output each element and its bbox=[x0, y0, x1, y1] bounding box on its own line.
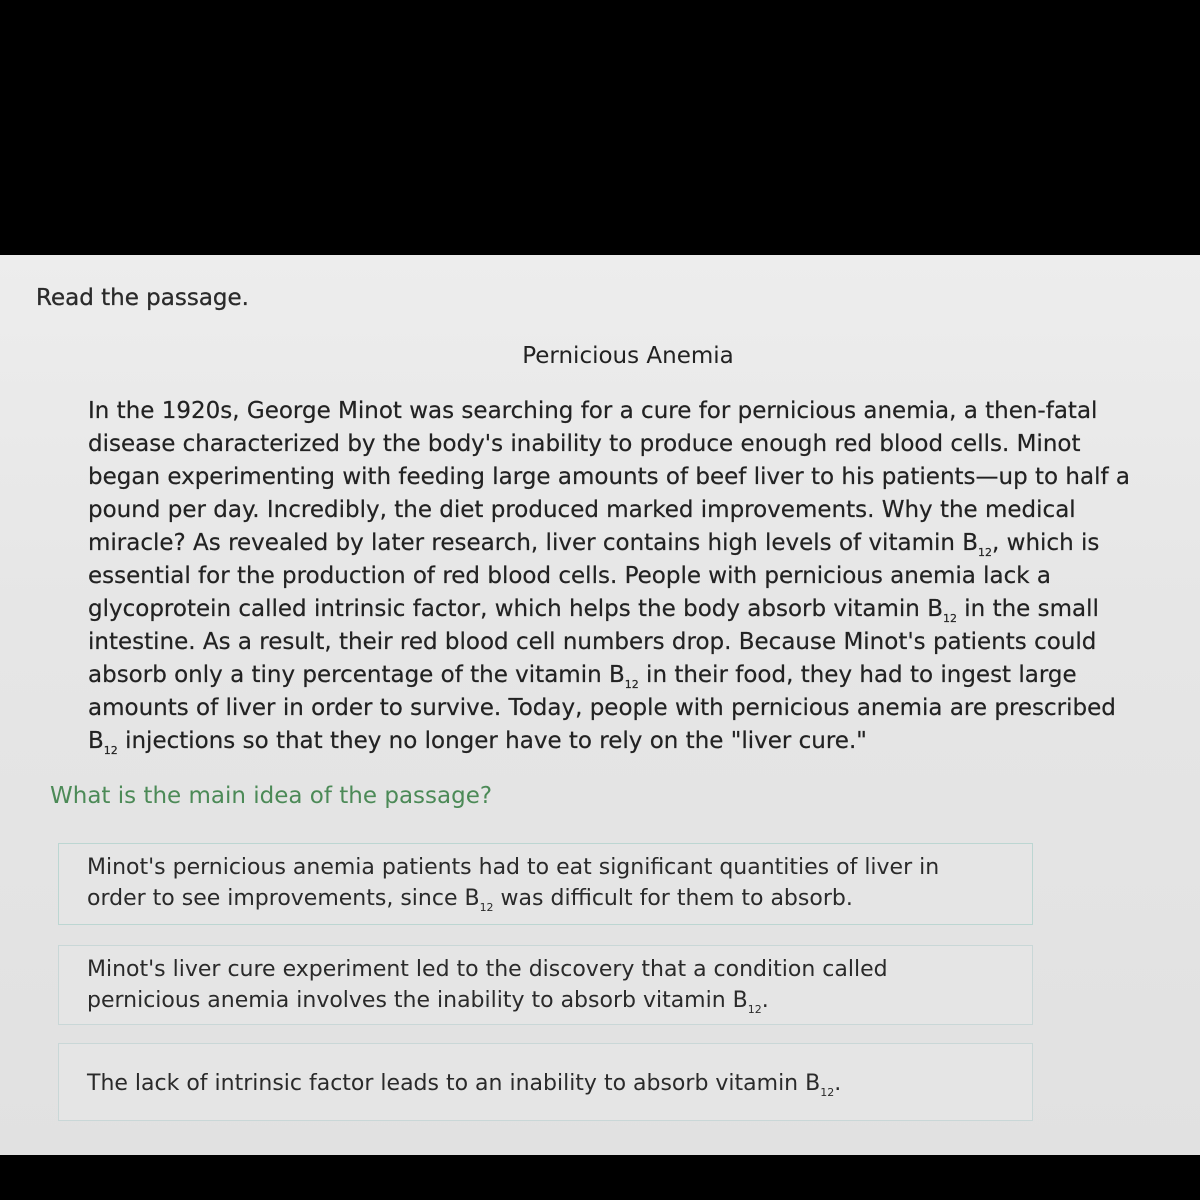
answer-line bbox=[87, 1068, 841, 1099]
answer-option-b[interactable] bbox=[58, 945, 1033, 1025]
bottom-bezel bbox=[0, 1155, 1200, 1200]
passage-line bbox=[88, 593, 1178, 626]
answer-option-label bbox=[87, 954, 888, 1016]
passage-line-text: B bbox=[88, 728, 104, 754]
passage-line-text: miracle? As revealed by later research, liver contains high levels of vitamin B bbox=[88, 530, 979, 556]
passage-line bbox=[88, 725, 1178, 758]
passage-line: intestine. As a result, their red blood cell numbers drop. Because Minot's patients could bbox=[88, 629, 1097, 655]
subscript: 12 bbox=[820, 1086, 835, 1099]
answer-line-text: order to see improvements, since B bbox=[87, 886, 480, 911]
answer-option-a[interactable] bbox=[58, 843, 1033, 925]
passage-line: began experimenting with feeding large amounts of beef liver to his patients—up to half a bbox=[88, 464, 1130, 490]
answer-line: Minot's pernicious anemia patients had to eat significant quantities of liver in bbox=[87, 855, 940, 880]
passage-body bbox=[88, 395, 1178, 758]
passage-title: Pernicious Anemia bbox=[522, 343, 734, 369]
passage-line: pound per day. Incredibly, the diet produced marked improvements. Why the medical bbox=[88, 497, 1076, 523]
passage-line-text: absorb only a tiny percentage of the vitamin B bbox=[88, 662, 625, 688]
passage-line-text: , which is bbox=[992, 530, 1100, 556]
passage-line-text: in the small bbox=[956, 596, 1099, 622]
passage-line-text: glycoprotein called intrinsic factor, which helps the body absorb vitamin B bbox=[88, 596, 943, 622]
subscript: 12 bbox=[942, 612, 957, 625]
subscript: 12 bbox=[978, 546, 993, 559]
question-text: What is the main idea of the passage? bbox=[50, 783, 493, 809]
answer-option-c[interactable] bbox=[58, 1043, 1033, 1121]
passage-line-text: in their food, they had to ingest large bbox=[638, 662, 1077, 688]
answer-option-label bbox=[87, 1068, 841, 1099]
answer-line: Minot's liver cure experiment led to the discovery that a condition called bbox=[87, 957, 888, 982]
answer-line-text: . bbox=[761, 988, 769, 1013]
answer-line-text: pernicious anemia involves the inability to absorb vitamin B bbox=[87, 988, 748, 1013]
passage-line: disease characterized by the body's inability to produce enough red blood cells. Minot bbox=[88, 431, 1081, 457]
question-screen bbox=[0, 255, 1200, 1155]
subscript: 12 bbox=[747, 1003, 762, 1016]
passage-line-text: injections so that they no longer have to rely on the "liver cure." bbox=[117, 728, 867, 754]
answer-line bbox=[87, 985, 888, 1016]
subscript: 12 bbox=[624, 678, 639, 691]
passage-line: essential for the production of red blood cells. People with pernicious anemia lack a bbox=[88, 563, 1052, 589]
answer-line bbox=[87, 883, 939, 914]
passage-line bbox=[88, 527, 1178, 560]
passage-line: In the 1920s, George Minot was searching for a cure for pernicious anemia, a then-fatal bbox=[88, 398, 1098, 424]
subscript: 12 bbox=[103, 744, 118, 757]
passage-line bbox=[88, 659, 1178, 692]
instruction-text: Read the passage. bbox=[36, 285, 249, 311]
answer-line-text: . bbox=[834, 1071, 842, 1096]
passage-line: amounts of liver in order to survive. Today, people with pernicious anemia are prescribed bbox=[88, 695, 1116, 721]
answer-option-label bbox=[87, 852, 939, 914]
subscript: 12 bbox=[479, 901, 494, 914]
answer-line-text: was difficult for them to absorb. bbox=[493, 886, 853, 911]
answer-line-text: The lack of intrinsic factor leads to an inability to absorb vitamin B bbox=[87, 1071, 821, 1096]
